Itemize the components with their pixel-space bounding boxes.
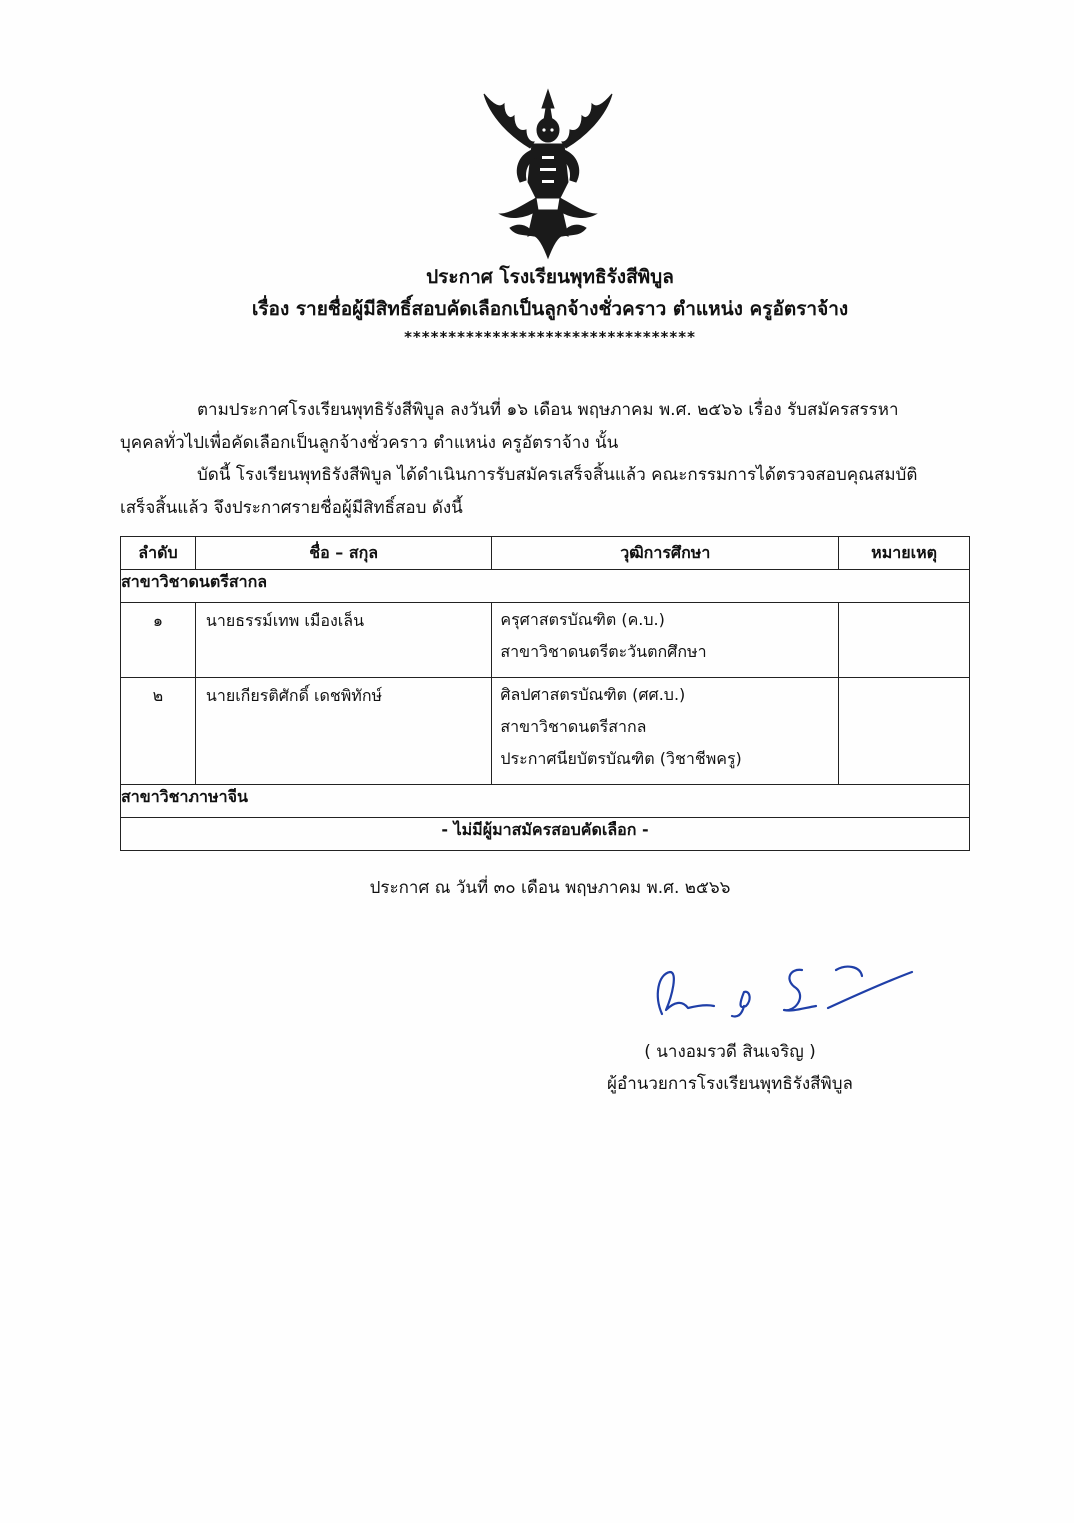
candidate-name: นายเกียรติศักดิ์ เดชพิทักษ์ bbox=[195, 678, 491, 785]
row-number: ๑ bbox=[121, 603, 196, 678]
education-line: ประกาศนียบัตรบัณฑิต (วิชาชีพครู) bbox=[500, 749, 742, 768]
education-line: ครุศาสตรบัณฑิต (ค.บ.) bbox=[500, 610, 665, 629]
header-education: วุฒิการศึกษา bbox=[492, 537, 839, 570]
empty-section-row bbox=[121, 818, 970, 851]
announcement-date: ประกาศ ณ วันที่ ๓๐ เดือน พฤษภาคม พ.ศ. ๒๕๖๖ bbox=[369, 878, 731, 898]
section-row bbox=[121, 570, 970, 603]
header-order: ลำดับ bbox=[121, 537, 196, 570]
education-line: ศิลปศาสตรบัณฑิต (ศศ.บ.) bbox=[500, 685, 686, 704]
note-cell bbox=[839, 678, 970, 785]
announcement-title: ประกาศ โรงเรียนพุทธิรังสีพิบูล bbox=[426, 266, 674, 288]
header-name: ชื่อ – สกุล bbox=[195, 537, 491, 570]
paragraph-1-line-1: ตามประกาศโรงเรียนพุทธิรังสีพิบูล ลงวันที่ ๑๖ เดือน พฤษภาคม พ.ศ. ๒๕๖๖ เรื่อง รับสมัครสรรหา bbox=[197, 400, 899, 420]
signer-title: ผู้อำนวยการโรงเรียนพุทธิรังสีพิบูล bbox=[607, 1074, 853, 1094]
no-applicants-text: - ไม่มีผู้มาสมัครสอบคัดเลือก - bbox=[121, 818, 970, 851]
row-number: ๒ bbox=[121, 678, 196, 785]
separator-stars: ********************************* bbox=[404, 328, 696, 346]
candidate-name: นายธรรม์เทพ เมืองเล็น bbox=[195, 603, 491, 678]
education-cell bbox=[492, 603, 839, 678]
table-header-row bbox=[121, 537, 970, 570]
handwritten-signature bbox=[640, 956, 920, 1026]
education-line: สาขาวิชาดนตรีตะวันตกศึกษา bbox=[500, 642, 707, 661]
announcement-subject: เรื่อง รายชื่อผู้มีสิทธิ์สอบคัดเลือกเป็นลูกจ้างชั่วคราว ตำแหน่ง ครูอัตราจ้าง bbox=[251, 298, 849, 320]
education-line: สาขาวิชาดนตรีสากล bbox=[500, 717, 647, 736]
paragraph-2-line-1: บัดนี้ โรงเรียนพุทธิรังสีพิบูล ได้ดำเนินการรับสมัครเสร็จสิ้นแล้ว คณะกรรมการได้ตรวจสอบคุณสมบัติ bbox=[197, 465, 918, 485]
paragraph-1-line-2: บุคคลทั่วไปเพื่อคัดเลือกเป็นลูกจ้างชั่วคราว ตำแหน่ง ครูอัตราจ้าง นั้น bbox=[120, 433, 619, 453]
table-row bbox=[121, 603, 970, 678]
section-row bbox=[121, 785, 970, 818]
education-cell bbox=[492, 678, 839, 785]
header-note: หมายเหตุ bbox=[839, 537, 970, 570]
signer-name: ( นางอมรวดี สินเจริญ ) bbox=[644, 1042, 816, 1062]
paragraph-2-line-2: เสร็จสิ้นแล้ว จึงประกาศรายชื่อผู้มีสิทธิ์สอบ ดังนี้ bbox=[120, 498, 463, 518]
section-name-music: สาขาวิชาดนตรีสากล bbox=[121, 570, 970, 603]
garuda-emblem-icon bbox=[470, 86, 626, 262]
table-row bbox=[121, 678, 970, 785]
section-name-chinese: สาขาวิชาภาษาจีน bbox=[121, 785, 970, 818]
note-cell bbox=[839, 603, 970, 678]
candidate-table bbox=[120, 536, 970, 851]
